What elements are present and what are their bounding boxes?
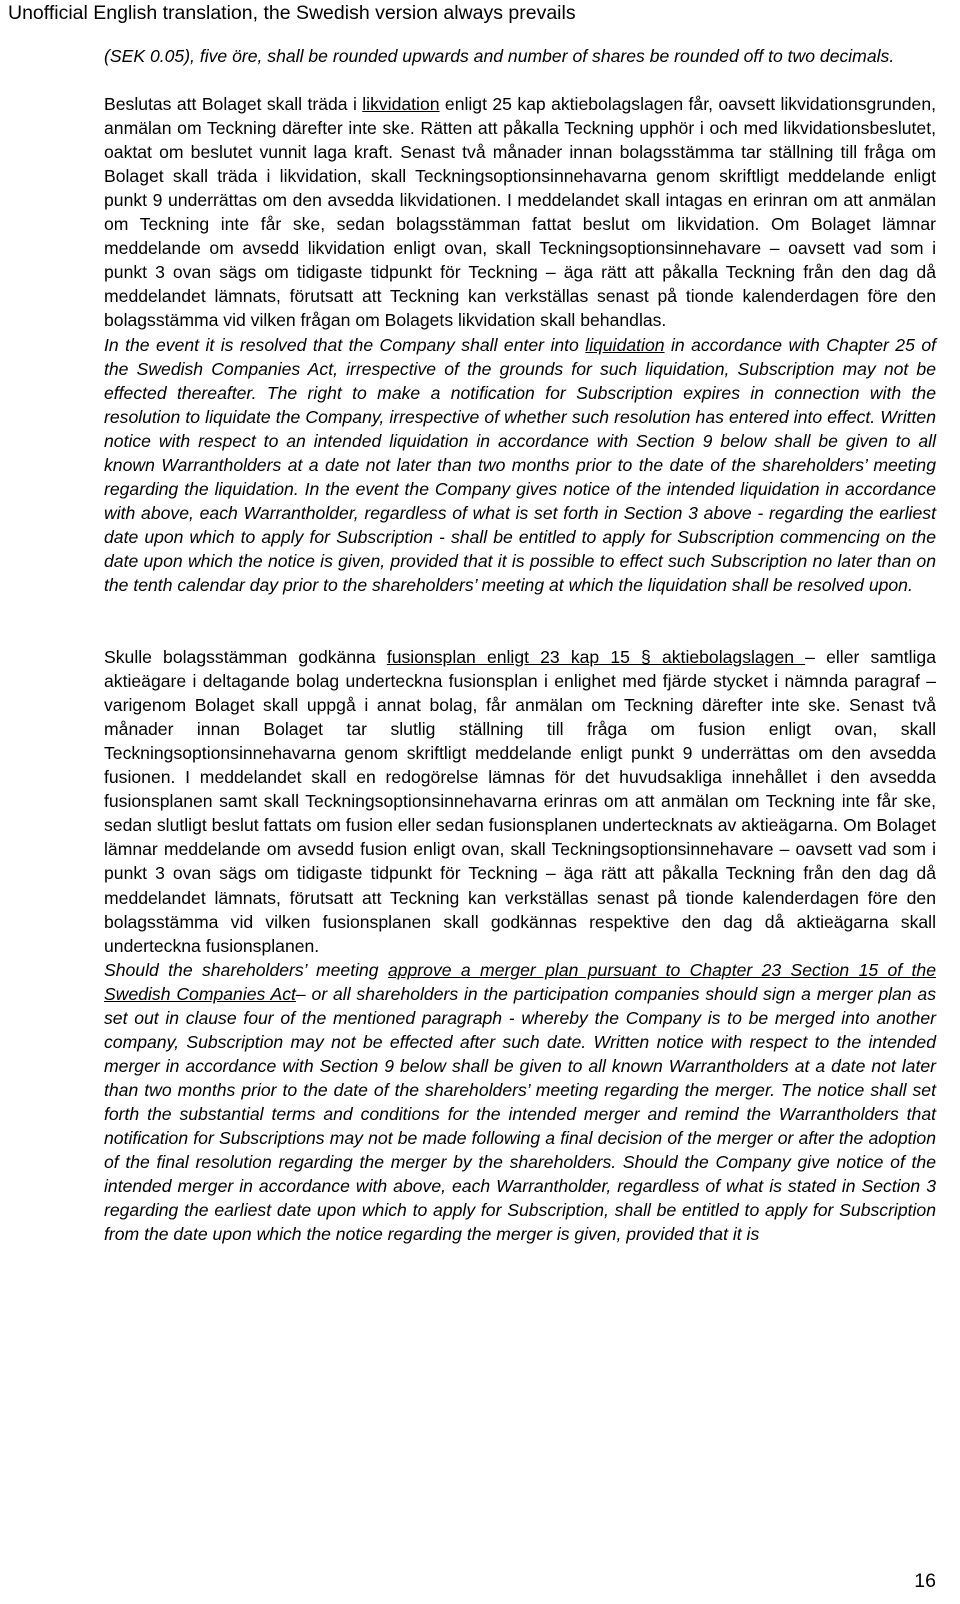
page-number: 16 xyxy=(914,1570,936,1592)
text-segment: Skulle bolagsstämman godkänna xyxy=(104,647,387,668)
text-segment: in accordance with Chapter 25 of the Swedish Companies Act, irrespective of the grounds for such liquidation, Subscription may not be effected thereafter. The right to make a notification for Subscription expires in connection with the resolution to liquidate the Company, irrespective of whether such resolution has entered into effect. Written notice with respect to an intended liquidation in accordance with Section 9 below shall be given to all known Warrantholders at a date not later than two months prior to the date of the shareholders’ meeting regarding the liquidation. In the event the Company gives notice of the intended liquidation in accordance with above, each Warrantholder, regardless of what is set forth in Section 3 above - regarding the earliest date upon which to apply for Subscription - shall be entitled to apply for Subscription commencing on the date upon which the notice is given, provided that it is possible to effect such Subscription no later than on the tenth calendar day prior to the shareholders’ meeting at which the liquidation shall be resolved upon. xyxy=(104,334,936,595)
text-segment: enligt 25 kap aktiebolagslagen får, oavsett likvidationsgrunden, anmälan om Teckning därefter inte ske. Rätten att påkalla Teckning upphör i och med likvidationsbeslutet, oaktat om beslutet vunnit laga kraft. Senast två månader innan bolagsstämma tar ställning till fråga om Bolaget skall träda i likvidation, skall Teckningsoptionsinnehavarna genom skriftligt meddelande enligt punkt 9 underrättas om den avsedda likvidationen. I meddelandet skall intagas en erinran om att anmälan om Teckning inte får ske, sedan bolagsstämman fattat beslut om likvidation. Om Bolaget lämnar meddelande om avsedd likvidation enligt ovan, skall Teckningsoptionsinnehavare – oavsett vad som i punkt 3 ovan sägs om tidigaste tidpunkt för Teckning – äga rätt att påkalla Teckning från den dag då meddelandet lämnats, förutsatt att Teckning kan verkställas senast på tionde kalenderdagen före den bolagsstämma vid vilken frågan om Bolagets likvidation skall behandlas. xyxy=(104,94,936,331)
document-body xyxy=(104,44,936,1246)
paragraph-merger-en xyxy=(104,958,936,1247)
merger-link-en[interactable]: approve a merger plan pursuant to Chapter 23 Section 15 of the Swedish Companies Act xyxy=(104,959,936,1004)
text-segment: Should the shareholders’ meeting xyxy=(104,959,388,980)
paragraph-merger-sv xyxy=(104,645,936,958)
text-segment: – or all shareholders in the participation companies should sign a merger plan as set out in clause four of the mentioned paragraph - whereby the Company is to be merged into another company, Subscription may not be effected after such date. Written notice with respect to the intended merger in accordance with Section 9 below shall be given to all known Warrantholders at a date not later than two months prior to the date of the shareholders’ meeting regarding the merger. The notice shall set forth the substantial terms and conditions for the intended merger and remind the Warrantholders that notification for Subscriptions may not be made following a final decision of the merger or after the adoption of the final resolution regarding the merger by the shareholders. Should the Company give notice of the intended merger in accordance with above, each Warrantholder, regardless of what is stated in Section 3 regarding the earliest date upon which to apply for Subscription, shall be entitled to apply for Subscription from the date upon which the notice regarding the merger is given, provided that it is xyxy=(104,983,936,1245)
liquidation-link-en[interactable]: liquidation xyxy=(585,334,665,355)
liquidation-link-sv[interactable]: likvidation xyxy=(362,94,440,115)
paragraph-liquidation-sv xyxy=(104,92,936,332)
text-segment: Beslutas att Bolaget skall träda i xyxy=(104,94,363,115)
paragraph-liquidation-en xyxy=(104,333,936,598)
text-segment: – eller samtliga aktieägare i deltagande bolag underteckna fusionsplan i enlighet med fjärde stycket i nämnda paragraf – varigenom Bolaget skall uppgå i annat bolag, får anmälan om Teckning därefter inte ske. Senast två månader innan Bolaget tar slutlig ställning till fråga om fusion enligt ovan, skall Teckningsoptionsinnehavarna genom skriftligt meddelande enligt punkt 9 underrättas om den avsedda fusionen. I meddelandet skall en redogörelse lämnas för det huvudsakliga innehållet i den avsedda fusionsplanen samt skall Teckningsoptionsinnehavarna erinras om att anmälan om Teckning inte får ske, sedan slutligt beslut fattats om fusion eller sedan fusionsplanen undertecknats av aktieägarna. Om Bolaget lämnar meddelande om avsedd fusion enligt ovan, skall Teckningsoptionsinnehavare – oavsett vad som i punkt 3 ovan sägs om tidigaste tidpunkt för Teckning – äga rätt att påkalla Teckning från den dag då meddelandet lämnats, förutsatt att Teckning kan verkställas senast på tionde kalenderdagen före den bolagsstämma vid vilken fusionsplanen skall godkännas respektive den dag då aktieägarna skall underteckna fusionsplanen. xyxy=(104,647,936,956)
paragraph-spacer xyxy=(104,68,936,92)
merger-link-sv[interactable]: fusionsplan enligt 23 kap 15 § aktiebolagslagen xyxy=(386,647,806,668)
page-header: Unofficial English translation, the Swedish version always prevails xyxy=(8,2,576,24)
paragraph-rounding-en: (SEK 0.05), five öre, shall be rounded upwards and number of shares be rounded off to two decimals. xyxy=(104,46,895,66)
paragraph-spacer xyxy=(104,597,936,645)
text-segment: In the event it is resolved that the Company shall enter into xyxy=(104,334,586,355)
